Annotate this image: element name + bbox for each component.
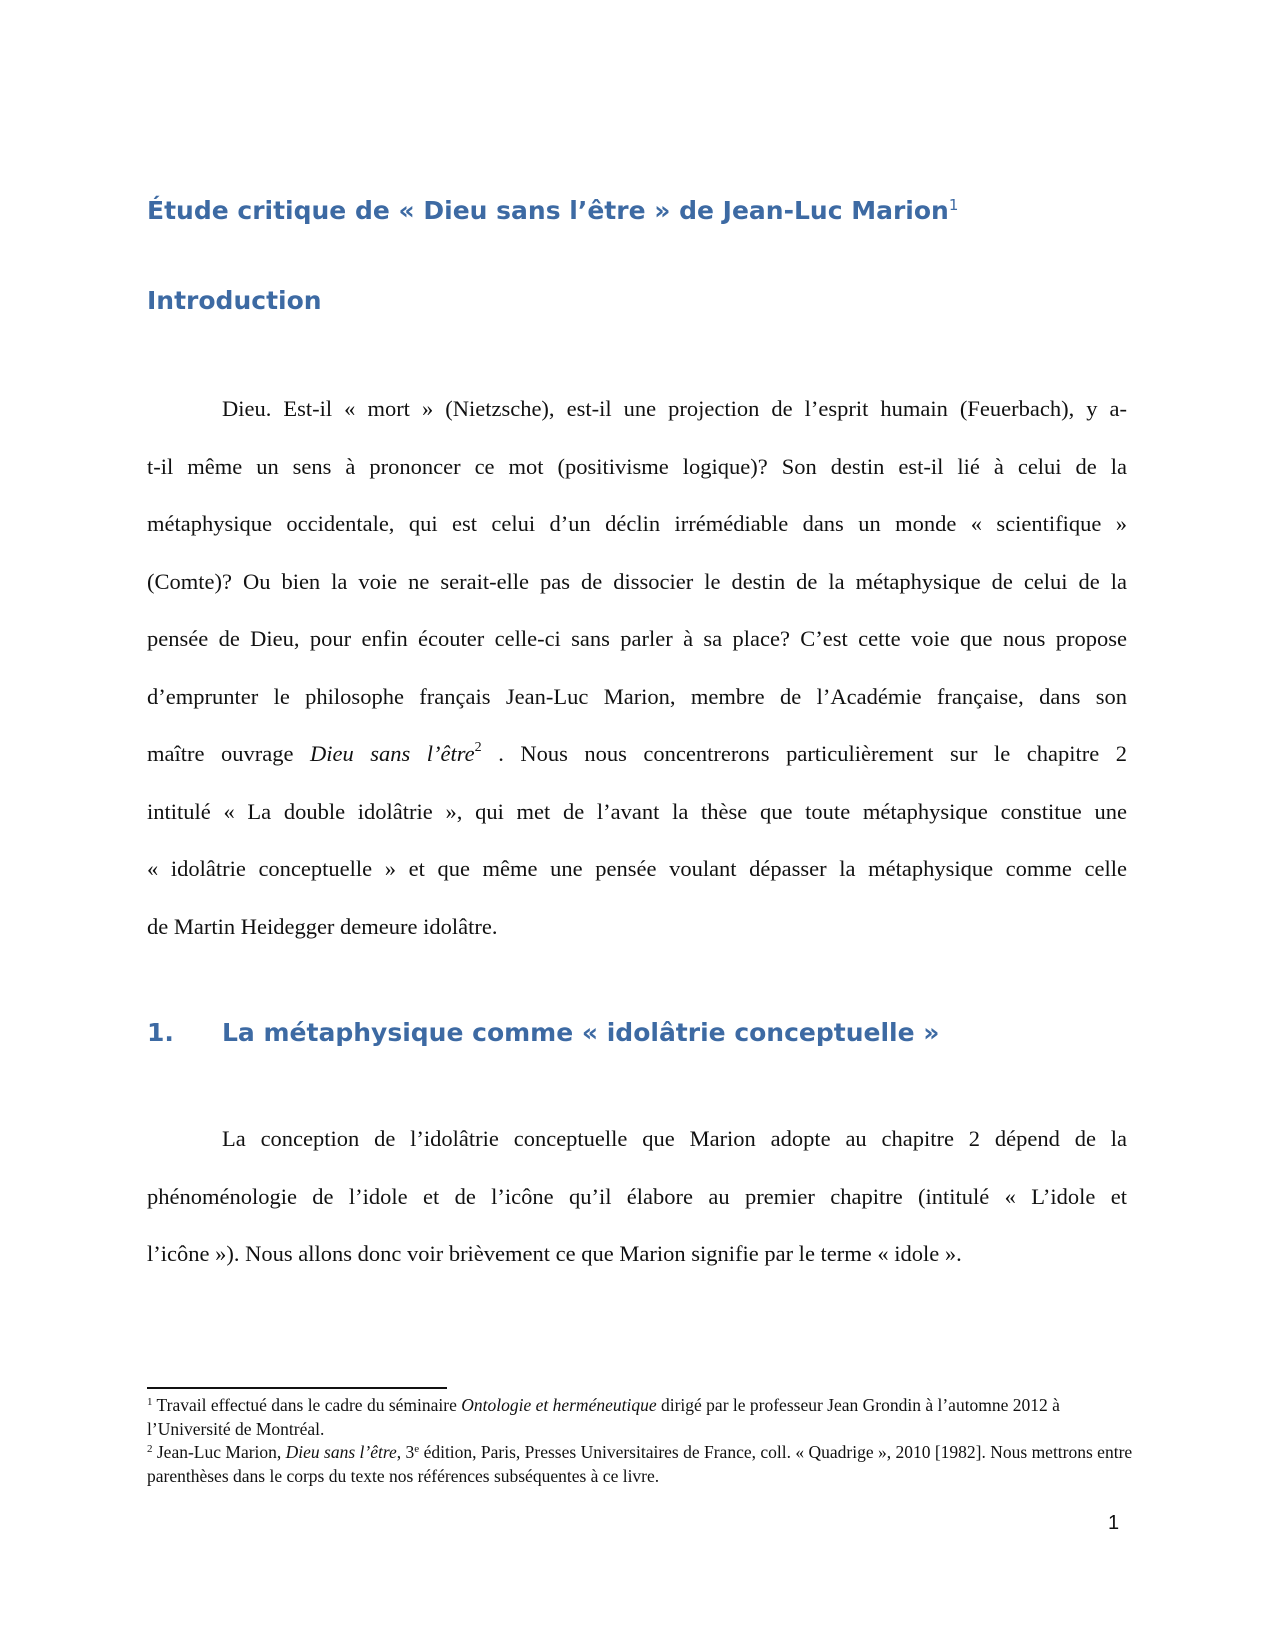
paragraph-line: t-il même un sens à prononcer ce mot (positivisme logique)? Son destin est-il lié à celui de la xyxy=(147,453,1127,479)
title-text: Étude critique de « Dieu sans l’être » de Jean-Luc Marion xyxy=(147,196,949,225)
text-run: . Nous nous concentrerons particulièrement sur le chapitre 2 xyxy=(498,741,1128,766)
paragraph-line: (Comte)? Ou bien la voie ne serait-elle pas de dissocier le destin de la métaphysique de celui de la xyxy=(147,568,1127,594)
footnote-separator xyxy=(147,1387,447,1389)
seminar-title: Ontologie et herméneutique xyxy=(461,1395,657,1415)
paragraph-line: Dieu. Est-il « mort » (Nietzsche), est-il une projection de l’esprit humain (Feuerbach), y a- xyxy=(222,396,1127,421)
footnote-ref-2[interactable]: 2 xyxy=(474,740,482,755)
paragraph-line: l’icône »). Nous allons donc voir brièvement ce que Marion signifie par le terme « idole ». xyxy=(147,1241,962,1266)
page-number: 1 xyxy=(1108,1512,1120,1534)
section-number: 1. xyxy=(147,1018,174,1047)
text-run: édition, Paris, Presses Universitaires de France, coll. « Quadrige », 2010 [1982]. Nous mettrons entre parenthèses dans le corps du texte nos références subséquentes à ce livre. xyxy=(147,1442,1133,1486)
footnote-ref-1[interactable]: 1 xyxy=(948,196,959,214)
section-heading-introduction: Introduction xyxy=(147,286,322,315)
footnote-2 xyxy=(147,1441,1137,1488)
text-run: maître ouvrage xyxy=(147,741,310,766)
paragraph-line: phénoménologie de l’idole et de l’icône qu’il élabore au premier chapitre (intitulé « L’idole et xyxy=(147,1183,1127,1209)
paragraph-line: de Martin Heidegger demeure idolâtre. xyxy=(147,913,498,939)
section-heading-1 xyxy=(147,1018,939,1047)
paragraph-line: pensée de Dieu, pour enfin écouter celle-ci sans parler à sa place? C’est cette voie que nous propose xyxy=(147,626,1127,651)
paragraph-introduction xyxy=(147,380,1127,955)
paragraph-line: métaphysique occidentale, qui est celui d’un déclin irrémédiable dans un monde « scientifique » xyxy=(147,511,1127,536)
paragraph-line: « idolâtrie conceptuelle » et que même une pensée voulant dépasser la métaphysique comme celle xyxy=(147,856,1127,881)
paragraph-line: La conception de l’idolâtrie conceptuelle que Marion adopte au chapitre 2 dépend de la xyxy=(222,1126,1127,1151)
footnote-number: 2 xyxy=(147,1443,153,1455)
footnotes xyxy=(147,1394,1137,1488)
text-run: Travail effectué dans le cadre du séminaire xyxy=(152,1395,462,1415)
edition-superscript: e xyxy=(414,1443,420,1455)
paragraph-line: d’emprunter le philosophe français Jean-Luc Marion, membre de l’Académie française, dans son xyxy=(147,683,1127,709)
document-title xyxy=(147,196,958,225)
paragraph-section-1 xyxy=(147,1110,1127,1283)
text-run: dirigé par le professeur Jean Grondin à l’automne 2012 à l’Université de Montréal. xyxy=(147,1395,1060,1439)
book-title: Dieu sans l’être xyxy=(309,741,475,766)
book-title: Dieu sans l’être xyxy=(285,1442,397,1462)
text-run: Jean-Luc Marion, xyxy=(152,1442,286,1462)
footnote-number: 1 xyxy=(147,1396,153,1408)
text-run: , 3 xyxy=(396,1442,415,1462)
paragraph-line: intitulé « La double idolâtrie », qui met de l’avant la thèse que toute métaphysique constitue une xyxy=(147,798,1127,824)
footnote-1 xyxy=(147,1394,1137,1441)
section-title: La métaphysique comme « idolâtrie conceptuelle » xyxy=(222,1018,940,1047)
paragraph-line xyxy=(147,725,1127,783)
